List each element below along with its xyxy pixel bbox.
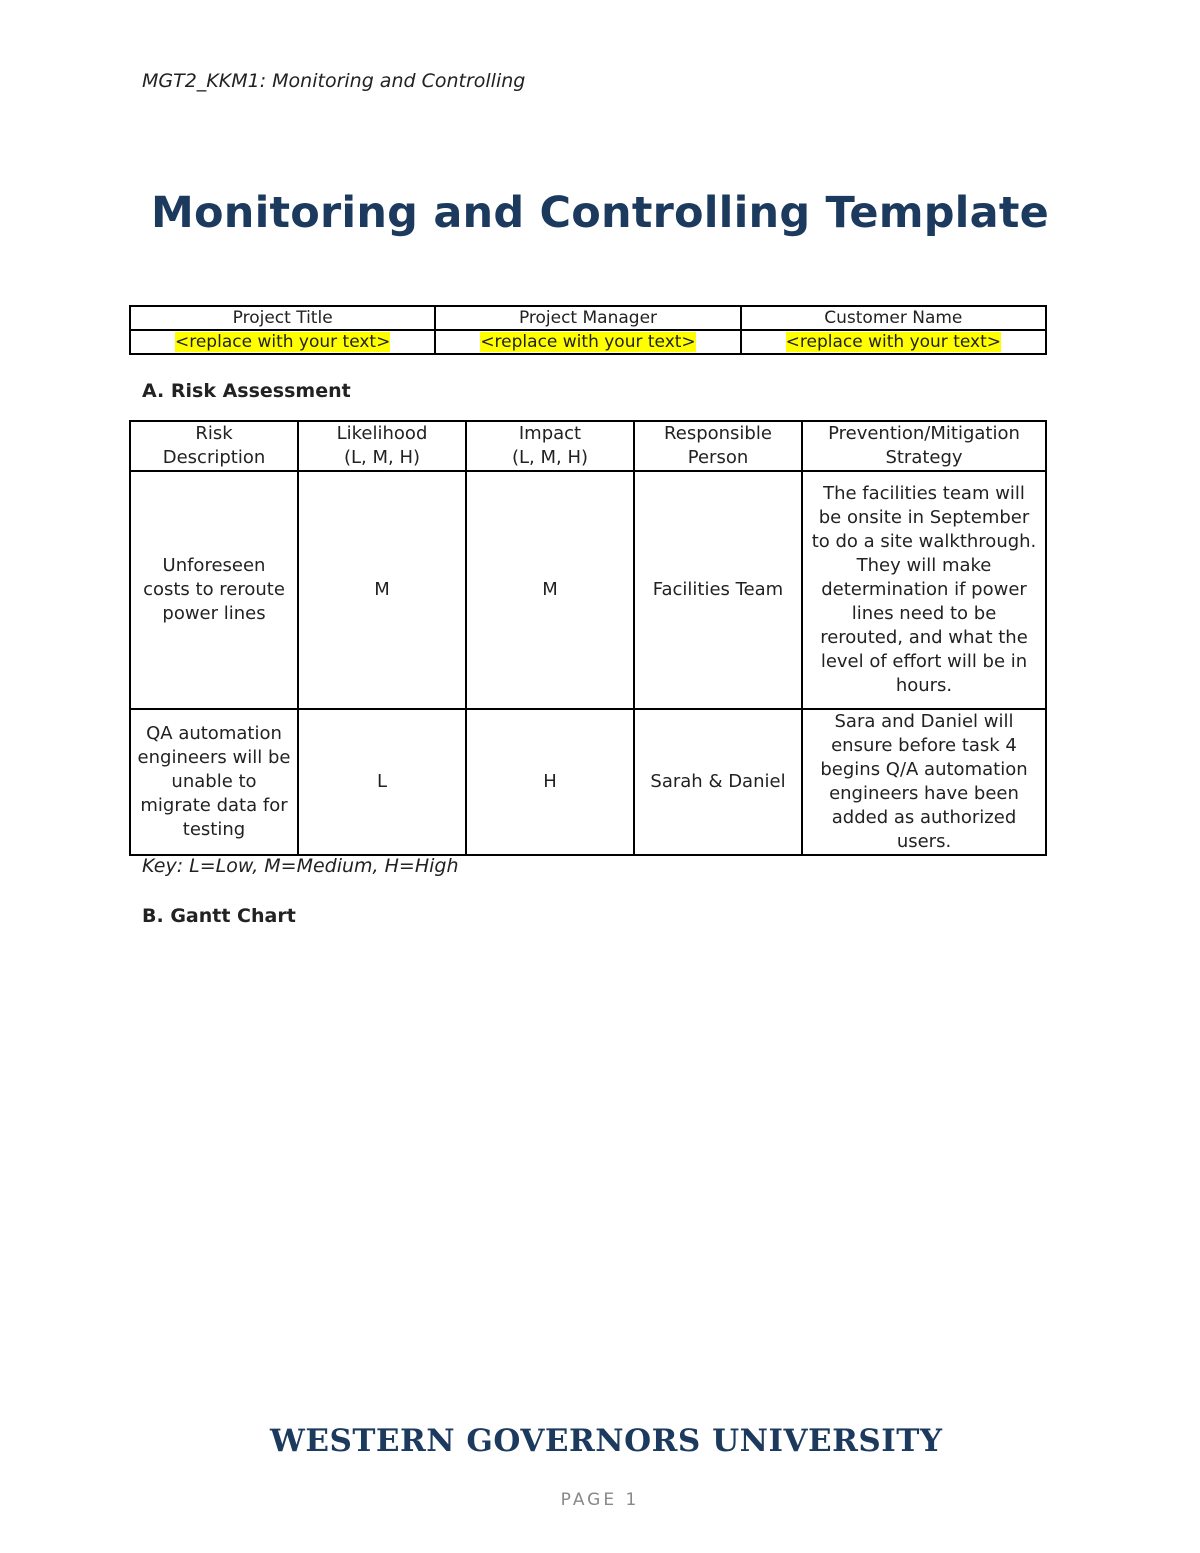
page-number: PAGE 1 — [560, 1490, 640, 1510]
responsible-cell: Sarah & Daniel — [634, 709, 802, 855]
mitigation-strategy-header: Prevention/Mitigation Strategy — [802, 421, 1046, 471]
gantt-chart-heading: B. Gantt Chart — [142, 905, 296, 927]
project-manager-placeholder[interactable]: <replace with your text> — [480, 332, 696, 352]
likelihood-cell: L — [298, 709, 466, 855]
risk-description-cell: Unforeseen costs to reroute power lines — [130, 471, 298, 709]
project-info-table — [129, 305, 1047, 355]
risk-description-header: Risk Description — [130, 421, 298, 471]
risk-row — [130, 709, 1046, 855]
risk-row — [130, 471, 1046, 709]
likelihood-header: Likelihood (L, M, H) — [298, 421, 466, 471]
project-title-header: Project Title — [130, 306, 435, 330]
risk-key-legend: Key: L=Low, M=Medium, H=High — [142, 855, 459, 877]
project-info-header-row — [130, 306, 1046, 330]
impact-header: Impact (L, M, H) — [466, 421, 634, 471]
university-name: WESTERN GOVERNORS UNIVERSITY — [270, 1423, 943, 1459]
risk-header-row — [130, 421, 1046, 471]
customer-name-header: Customer Name — [741, 306, 1046, 330]
strategy-cell: Sara and Daniel will ensure before task 4 begins Q/A automation engineers have been added as authorized users. — [802, 709, 1046, 855]
document-header: MGT2_KKM1: Monitoring and Controlling — [142, 70, 526, 92]
responsible-person-header: Responsible Person — [634, 421, 802, 471]
risk-assessment-heading: A. Risk Assessment — [142, 380, 351, 402]
risk-description-cell: QA automation engineers will be unable to migrate data for testing — [130, 709, 298, 855]
customer-name-placeholder[interactable]: <replace with your text> — [785, 332, 1001, 352]
project-title-cell[interactable] — [130, 330, 435, 354]
impact-cell: H — [466, 709, 634, 855]
likelihood-cell: M — [298, 471, 466, 709]
customer-name-cell[interactable] — [741, 330, 1046, 354]
risk-assessment-table — [129, 420, 1047, 856]
project-title-placeholder[interactable]: <replace with your text> — [174, 332, 391, 352]
impact-cell: M — [466, 471, 634, 709]
project-manager-header: Project Manager — [435, 306, 740, 330]
project-manager-cell[interactable] — [435, 330, 740, 354]
project-info-value-row — [130, 330, 1046, 354]
responsible-cell: Facilities Team — [634, 471, 802, 709]
page-title: Monitoring and Controlling Template — [151, 188, 1049, 238]
strategy-cell: The facilities team will be onsite in September to do a site walkthrough. They will make determination if power lines need to be rerouted, and what the level of effort will be in hours. — [802, 471, 1046, 709]
wgu-logo — [258, 1412, 943, 1470]
